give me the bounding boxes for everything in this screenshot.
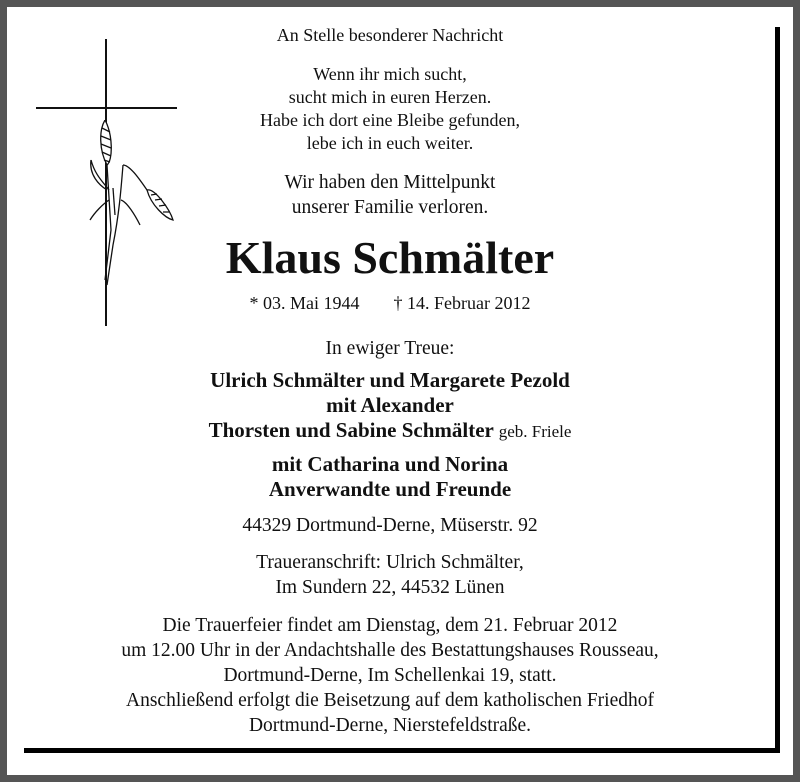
intro-line: unserer Familie verloren. <box>291 197 489 218</box>
poem-line: Habe ich dort eine Bleibe gefunden, <box>260 110 520 130</box>
residence-address: 44329 Dortmund-Derne, Müserstr. 92 <box>242 515 538 536</box>
birth-date: * 03. Mai 1944 <box>249 293 360 313</box>
ceremony-line: Dortmund-Derne, Nierstefeldstraße. <box>248 715 532 736</box>
mourner-name: Thorsten und Sabine Schmälter <box>208 418 494 442</box>
nee-note: geb. Friele <box>498 422 572 441</box>
mourner-line: mit Catharina und Norina <box>271 452 509 476</box>
ceremony-line: Anschließend erfolgt die Beisetzung auf dem katholischen Friedhof <box>126 690 654 711</box>
death-date: † 14. Februar 2012 <box>393 293 531 313</box>
mourner-line: Anverwandte und Freunde <box>268 477 512 501</box>
mourning-address-line: Traueranschrift: Ulrich Schmälter, <box>256 552 524 573</box>
notice-header: An Stelle besonderer Nachricht <box>276 25 504 45</box>
poem-line: Wenn ihr mich sucht, <box>313 64 467 84</box>
mourner-line: mit Alexander <box>326 393 454 417</box>
ceremony-line: Dortmund-Derne, Im Schellenkai 19, statt. <box>223 665 557 686</box>
ceremony-line: um 12.00 Uhr in der Andachtshalle des Bestattungshauses Rousseau, <box>121 640 659 661</box>
poem-line: lebe ich in euch weiter. <box>306 133 474 153</box>
mourner-line: Ulrich Schmälter und Margarete Pezold <box>210 368 570 392</box>
frame-right-rule <box>775 27 780 753</box>
intro-line: Wir haben den Mittelpunkt <box>284 172 496 193</box>
life-dates <box>150 292 630 314</box>
mourner-line <box>150 419 630 444</box>
poem-line: sucht mich in euren Herzen. <box>288 87 492 107</box>
frame-bottom-rule <box>24 748 780 753</box>
mourning-address-line: Im Sundern 22, 44532 Lünen <box>275 577 505 598</box>
ceremony-line: Die Trauerfeier findet am Dienstag, dem 21. Februar 2012 <box>162 615 618 636</box>
deceased-name: Klaus Schmälter <box>225 232 555 283</box>
mourners-heading: In ewiger Treue: <box>325 338 455 359</box>
